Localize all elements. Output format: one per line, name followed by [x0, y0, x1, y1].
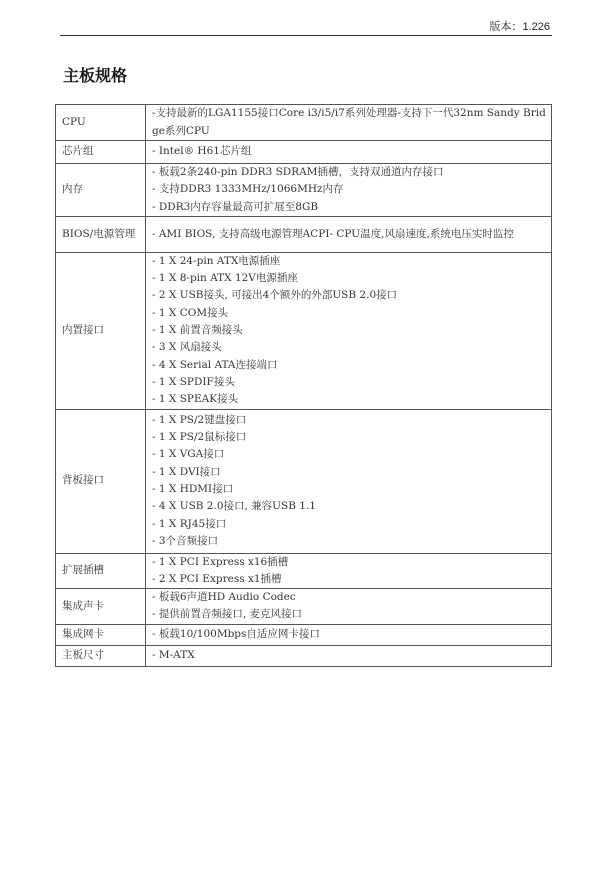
page-title: 主板规格 — [63, 66, 128, 85]
row-value — [146, 409, 552, 553]
row-value — [146, 624, 552, 645]
value-line: - 4 X USB 2.0接口, 兼容USB 1.1 — [152, 500, 316, 513]
row-label: 内存 — [56, 164, 146, 217]
value-line: - 3个音频接口 — [152, 534, 219, 547]
value-line: - 2 X USB接头, 可接出4个额外的外部USB 2.0接口 — [152, 289, 398, 302]
spec-table — [55, 104, 552, 667]
value-line: - 2 X PCI Express x1插槽 — [152, 572, 282, 585]
value-line: - 1 X RJ45接口 — [152, 517, 227, 530]
value-line: - 1 X PS/2键盘接口 — [152, 413, 247, 426]
table-row — [56, 141, 552, 164]
value-line: - 1 X HDMI接口 — [152, 483, 234, 496]
row-value — [146, 141, 552, 164]
row-label: 集成声卡 — [56, 589, 146, 625]
value-line: - 3 X 风扇接头 — [152, 341, 222, 354]
value-line: - 1 X 24-pin ATX电源插座 — [152, 254, 281, 267]
table-row — [56, 216, 552, 252]
value-text: -支持最新的LGA1155接口Core i3/i5/i7系列处理器-支持下一代32nm Sandy Bridge系列CPU — [152, 107, 546, 137]
value-line: - 1 X COM接头 — [152, 306, 229, 319]
row-label: BIOS/电源管理 — [56, 216, 146, 252]
table-row — [56, 589, 552, 625]
table-row — [56, 252, 552, 409]
row-value — [146, 216, 552, 252]
value-line: - 板载10/100Mbps自适应网卡接口 — [152, 628, 320, 641]
value-line: - 支持DDR3 1333MHz/1066MHz内存 — [152, 183, 344, 196]
value-line: - 板载6声道HD Audio Codec — [152, 591, 296, 604]
row-value — [146, 164, 552, 217]
value-line: - 1 X DVI接口 — [152, 465, 221, 478]
value-line: - DDR3内存容量最高可扩展至8GB — [152, 200, 319, 213]
value-text: - AMI BIOS, 支持高级电源管理ACPI- CPU温度,风扇速度,系统电压实时监控 — [152, 227, 514, 240]
value-line: - 提供前置音频接口, 麦克风接口 — [152, 608, 303, 621]
table-row — [56, 105, 552, 141]
row-value — [146, 589, 552, 625]
value-line: - 1 X 前置音频接头 — [152, 324, 243, 337]
table-row — [56, 409, 552, 553]
value-line: - Intel® H61芯片组 — [152, 145, 252, 158]
value-line: - 1 X VGA接口 — [152, 448, 225, 461]
value-line: - 1 X PS/2鼠标接口 — [152, 431, 247, 444]
row-label: 扩展插槽 — [56, 553, 146, 589]
table-row — [56, 164, 552, 217]
row-value — [146, 252, 552, 409]
row-value — [146, 105, 552, 141]
row-label: 集成网卡 — [56, 624, 146, 645]
row-label: 背板接口 — [56, 409, 146, 553]
header-divider — [60, 35, 552, 36]
row-value — [146, 553, 552, 589]
value-line: - M-ATX — [152, 649, 195, 662]
row-label: 芯片组 — [56, 141, 146, 164]
table-row — [56, 553, 552, 589]
value-line: - 1 X SPDIF接头 — [152, 375, 235, 388]
row-value — [146, 645, 552, 666]
value-line: - 4 X Serial ATA连接端口 — [152, 358, 278, 371]
value-line: - 板载2条240-pin DDR3 SDRAM插槽，支持双通道内存接口 — [152, 166, 444, 178]
row-label: CPU — [56, 105, 146, 141]
value-line: - 1 X SPEAK接头 — [152, 393, 239, 406]
row-label: 内置接口 — [56, 252, 146, 409]
value-line: - 1 X PCI Express x16插槽 — [152, 555, 289, 568]
row-label: 主板尺寸 — [56, 645, 146, 666]
table-row — [56, 645, 552, 666]
value-line: - 1 X 8-pin ATX 12V电源插座 — [152, 272, 298, 285]
table-row — [56, 624, 552, 645]
version-label: 版本：1.226 — [489, 21, 550, 33]
